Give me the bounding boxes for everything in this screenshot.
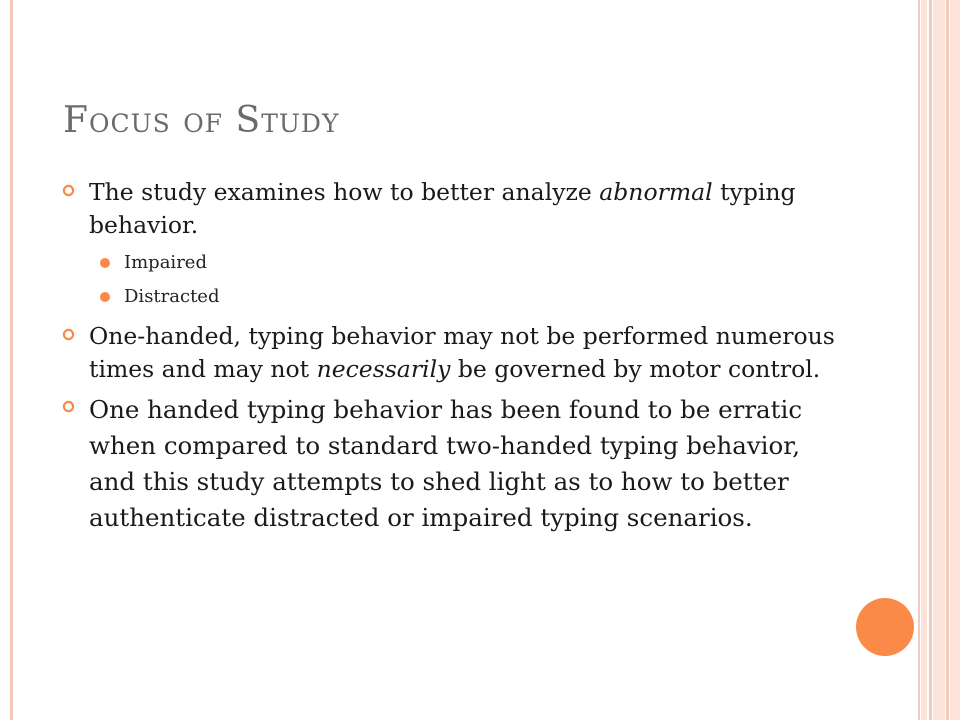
bullet-text: One handed typing behavior has been found to be erratic when compared to standard two-handed typing behavior, and this study attempts to shed light as to how to better authenticate distracted or impaired typing scenarios. [89,395,803,532]
orange-ring-bullet-icon [62,400,75,413]
bullet-text: One-handed, typing behavior may not be performed numerous times and may not [89,322,835,383]
right-stripe [929,0,932,720]
orange-dot-bullet-icon [100,258,110,268]
sub-bullet-item [62,286,852,308]
right-stripe [921,0,927,720]
sub-bullet-item [62,252,852,274]
bullet-text: The study examines how to better analyze [89,178,600,206]
right-stripe [933,0,945,720]
left-frame-line [10,0,13,720]
orange-ring-bullet-icon [62,328,75,341]
right-stripe [946,0,949,720]
slide-title: Focus of Study [63,100,340,141]
decorative-orange-circle [856,598,914,656]
bullet-item [62,320,852,386]
bullet-text: typing behavior. [89,178,796,239]
bullet-item [62,176,852,242]
sub-bullet-text: Impaired [124,252,207,273]
right-stripe [950,0,960,720]
bullet-emphasis: necessarily [316,355,451,383]
orange-dot-bullet-icon [100,292,110,302]
bullet-item [62,392,852,536]
bullet-text: be governed by motor control. [450,355,821,383]
slide-content [62,176,852,542]
sub-list [62,252,852,308]
right-stripe [918,0,920,720]
orange-ring-bullet-icon [62,184,75,197]
sub-bullet-text: Distracted [124,286,220,307]
bullet-emphasis: abnormal [599,178,713,206]
